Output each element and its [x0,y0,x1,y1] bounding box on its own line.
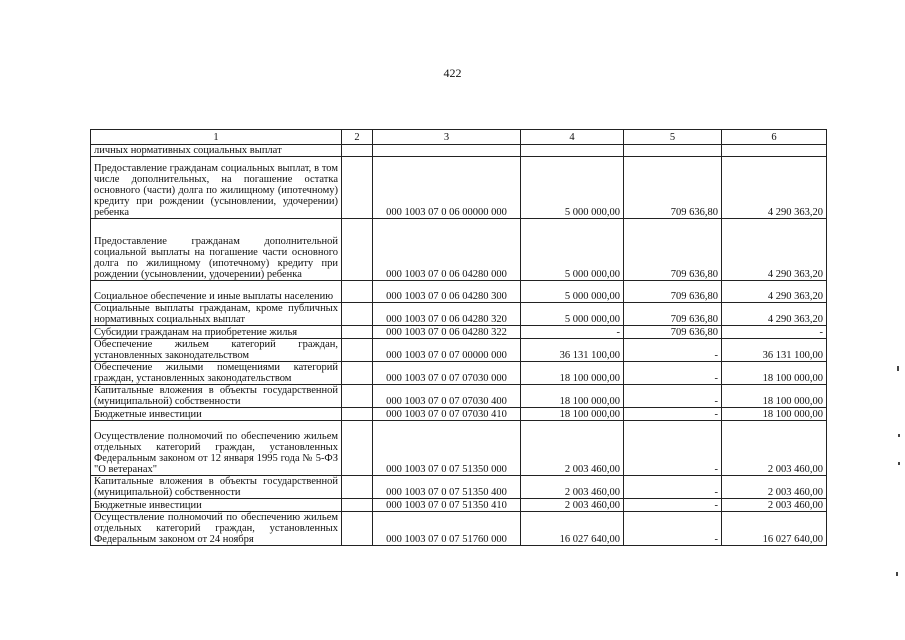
cell-value-col6: 2 003 460,00 [722,476,827,499]
cell-value-col4: 5 000 000,00 [521,303,624,326]
cell-value-col5 [624,145,722,157]
cell-value-col6: 18 100 000,00 [722,408,827,421]
table-row [91,157,827,219]
cell-description: Капитальные вложения в объекты государственной (муниципальной) собственности [91,385,342,408]
table-row [91,303,827,326]
scan-artifact [898,462,900,465]
column-header-5: 5 [624,130,722,145]
cell-value-col4: 18 100 000,00 [521,362,624,385]
cell-description: Бюджетные инвестиции [91,499,342,512]
table-header-row [91,130,827,145]
table-row [91,385,827,408]
cell-value-col6: 36 131 100,00 [722,339,827,362]
table-row [91,408,827,421]
cell-value-col6: - [722,326,827,339]
cell-value-col5: 709 636,80 [624,281,722,303]
table-row [91,362,827,385]
cell-description: Предоставление гражданам дополнительной социальной выплаты на погашение части основного долга по жилищному (ипотечному) кредиту при рождении (усыновлении, удочерении) ребенка [91,219,342,281]
cell-column-2 [342,499,373,512]
cell-column-2 [342,476,373,499]
cell-value-col6: 4 290 363,20 [722,219,827,281]
cell-budget-code [373,145,521,157]
cell-column-2 [342,339,373,362]
table-row [91,281,827,303]
cell-budget-code: 000 1003 07 0 07 07030 000 [373,362,521,385]
table-row [91,326,827,339]
cell-budget-code: 000 1003 07 0 07 51350 400 [373,476,521,499]
cell-value-col6: 18 100 000,00 [722,362,827,385]
table-row [91,421,827,476]
cell-value-col5: 709 636,80 [624,157,722,219]
cell-budget-code: 000 1003 07 0 06 00000 000 [373,157,521,219]
cell-value-col4: 5 000 000,00 [521,281,624,303]
cell-value-col5: - [624,362,722,385]
cell-value-col5: - [624,512,722,546]
cell-value-col4: 2 003 460,00 [521,421,624,476]
cell-budget-code: 000 1003 07 0 06 04280 322 [373,326,521,339]
column-header-1: 1 [91,130,342,145]
cell-value-col4: 36 131 100,00 [521,339,624,362]
cell-description: Осуществление полномочий по обеспечению жильем отдельных категорий граждан, установленных Федеральным законом от 24 ноября [91,512,342,546]
column-header-2: 2 [342,130,373,145]
cell-value-col6: 18 100 000,00 [722,385,827,408]
cell-value-col6: 4 290 363,20 [722,303,827,326]
cell-value-col4: 18 100 000,00 [521,385,624,408]
cell-value-col4: 2 003 460,00 [521,476,624,499]
cell-value-col5: - [624,476,722,499]
cell-value-col5: - [624,385,722,408]
cell-value-col4 [521,145,624,157]
cell-value-col4: 16 027 640,00 [521,512,624,546]
cell-value-col4: - [521,326,624,339]
cell-budget-code: 000 1003 07 0 06 04280 000 [373,219,521,281]
cell-description: Бюджетные инвестиции [91,408,342,421]
cell-value-col6 [722,145,827,157]
cell-budget-code: 000 1003 07 0 07 07030 400 [373,385,521,408]
cell-column-2 [342,362,373,385]
budget-table [90,129,827,546]
scan-artifact [897,366,899,371]
cell-value-col6: 16 027 640,00 [722,512,827,546]
cell-value-col4: 2 003 460,00 [521,499,624,512]
cell-budget-code: 000 1003 07 0 07 51350 000 [373,421,521,476]
cell-budget-code: 000 1003 07 0 07 51760 000 [373,512,521,546]
cell-budget-code: 000 1003 07 0 06 04280 320 [373,303,521,326]
cell-budget-code: 000 1003 07 0 07 51350 410 [373,499,521,512]
cell-description: Обеспечение жилыми помещениями категорий граждан, установленных законодательством [91,362,342,385]
cell-value-col5: - [624,499,722,512]
cell-value-col5: 709 636,80 [624,219,722,281]
cell-column-2 [342,281,373,303]
cell-description: Предоставление гражданам социальных выплат, в том числе дополнительных, на погашение остатка основного (части) долга по жилищному (ипотечному) кредиту при рождении (усыновлении, удочерении) ребенка [91,157,342,219]
page-number: 422 [443,66,462,80]
cell-value-col4: 5 000 000,00 [521,219,624,281]
scan-artifact [898,434,900,437]
table-row [91,476,827,499]
cell-value-col6: 2 003 460,00 [722,499,827,512]
cell-value-col4: 5 000 000,00 [521,157,624,219]
cell-column-2 [342,145,373,157]
cell-column-2 [342,421,373,476]
cell-column-2 [342,326,373,339]
cell-column-2 [342,512,373,546]
table-row [91,145,827,157]
cell-budget-code: 000 1003 07 0 07 07030 410 [373,408,521,421]
table-row [91,512,827,546]
column-header-6: 6 [722,130,827,145]
cell-value-col5: 709 636,80 [624,326,722,339]
cell-value-col6: 4 290 363,20 [722,157,827,219]
scan-artifact [896,572,898,576]
cell-value-col5: - [624,421,722,476]
table-row [91,499,827,512]
cell-column-2 [342,408,373,421]
table-row [91,219,827,281]
cell-value-col6: 4 290 363,20 [722,281,827,303]
cell-budget-code: 000 1003 07 0 06 04280 300 [373,281,521,303]
cell-description: Социальные выплаты гражданам, кроме публичных нормативных социальных выплат [91,303,342,326]
column-header-4: 4 [521,130,624,145]
cell-description: Субсидии гражданам на приобретение жилья [91,326,342,339]
table-row [91,339,827,362]
cell-budget-code: 000 1003 07 0 07 00000 000 [373,339,521,362]
cell-column-2 [342,219,373,281]
cell-column-2 [342,157,373,219]
cell-value-col5: 709 636,80 [624,303,722,326]
cell-column-2 [342,385,373,408]
table-body [91,145,827,546]
cell-description: Обеспечение жильем категорий граждан, установленных законодательством [91,339,342,362]
column-header-3: 3 [373,130,521,145]
cell-description: Осуществление полномочий по обеспечению жильем отдельных категорий граждан, установленных Федеральным законом от 12 января 1995 года № 5-ФЗ "О ветеранах" [91,421,342,476]
cell-value-col4: 18 100 000,00 [521,408,624,421]
cell-description: Социальное обеспечение и иные выплаты населению [91,281,342,303]
cell-value-col6: 2 003 460,00 [722,421,827,476]
cell-value-col5: - [624,339,722,362]
cell-description: Капитальные вложения в объекты государственной (муниципальной) собственности [91,476,342,499]
cell-description: личных нормативных социальных выплат [91,145,342,157]
cell-value-col5: - [624,408,722,421]
cell-column-2 [342,303,373,326]
